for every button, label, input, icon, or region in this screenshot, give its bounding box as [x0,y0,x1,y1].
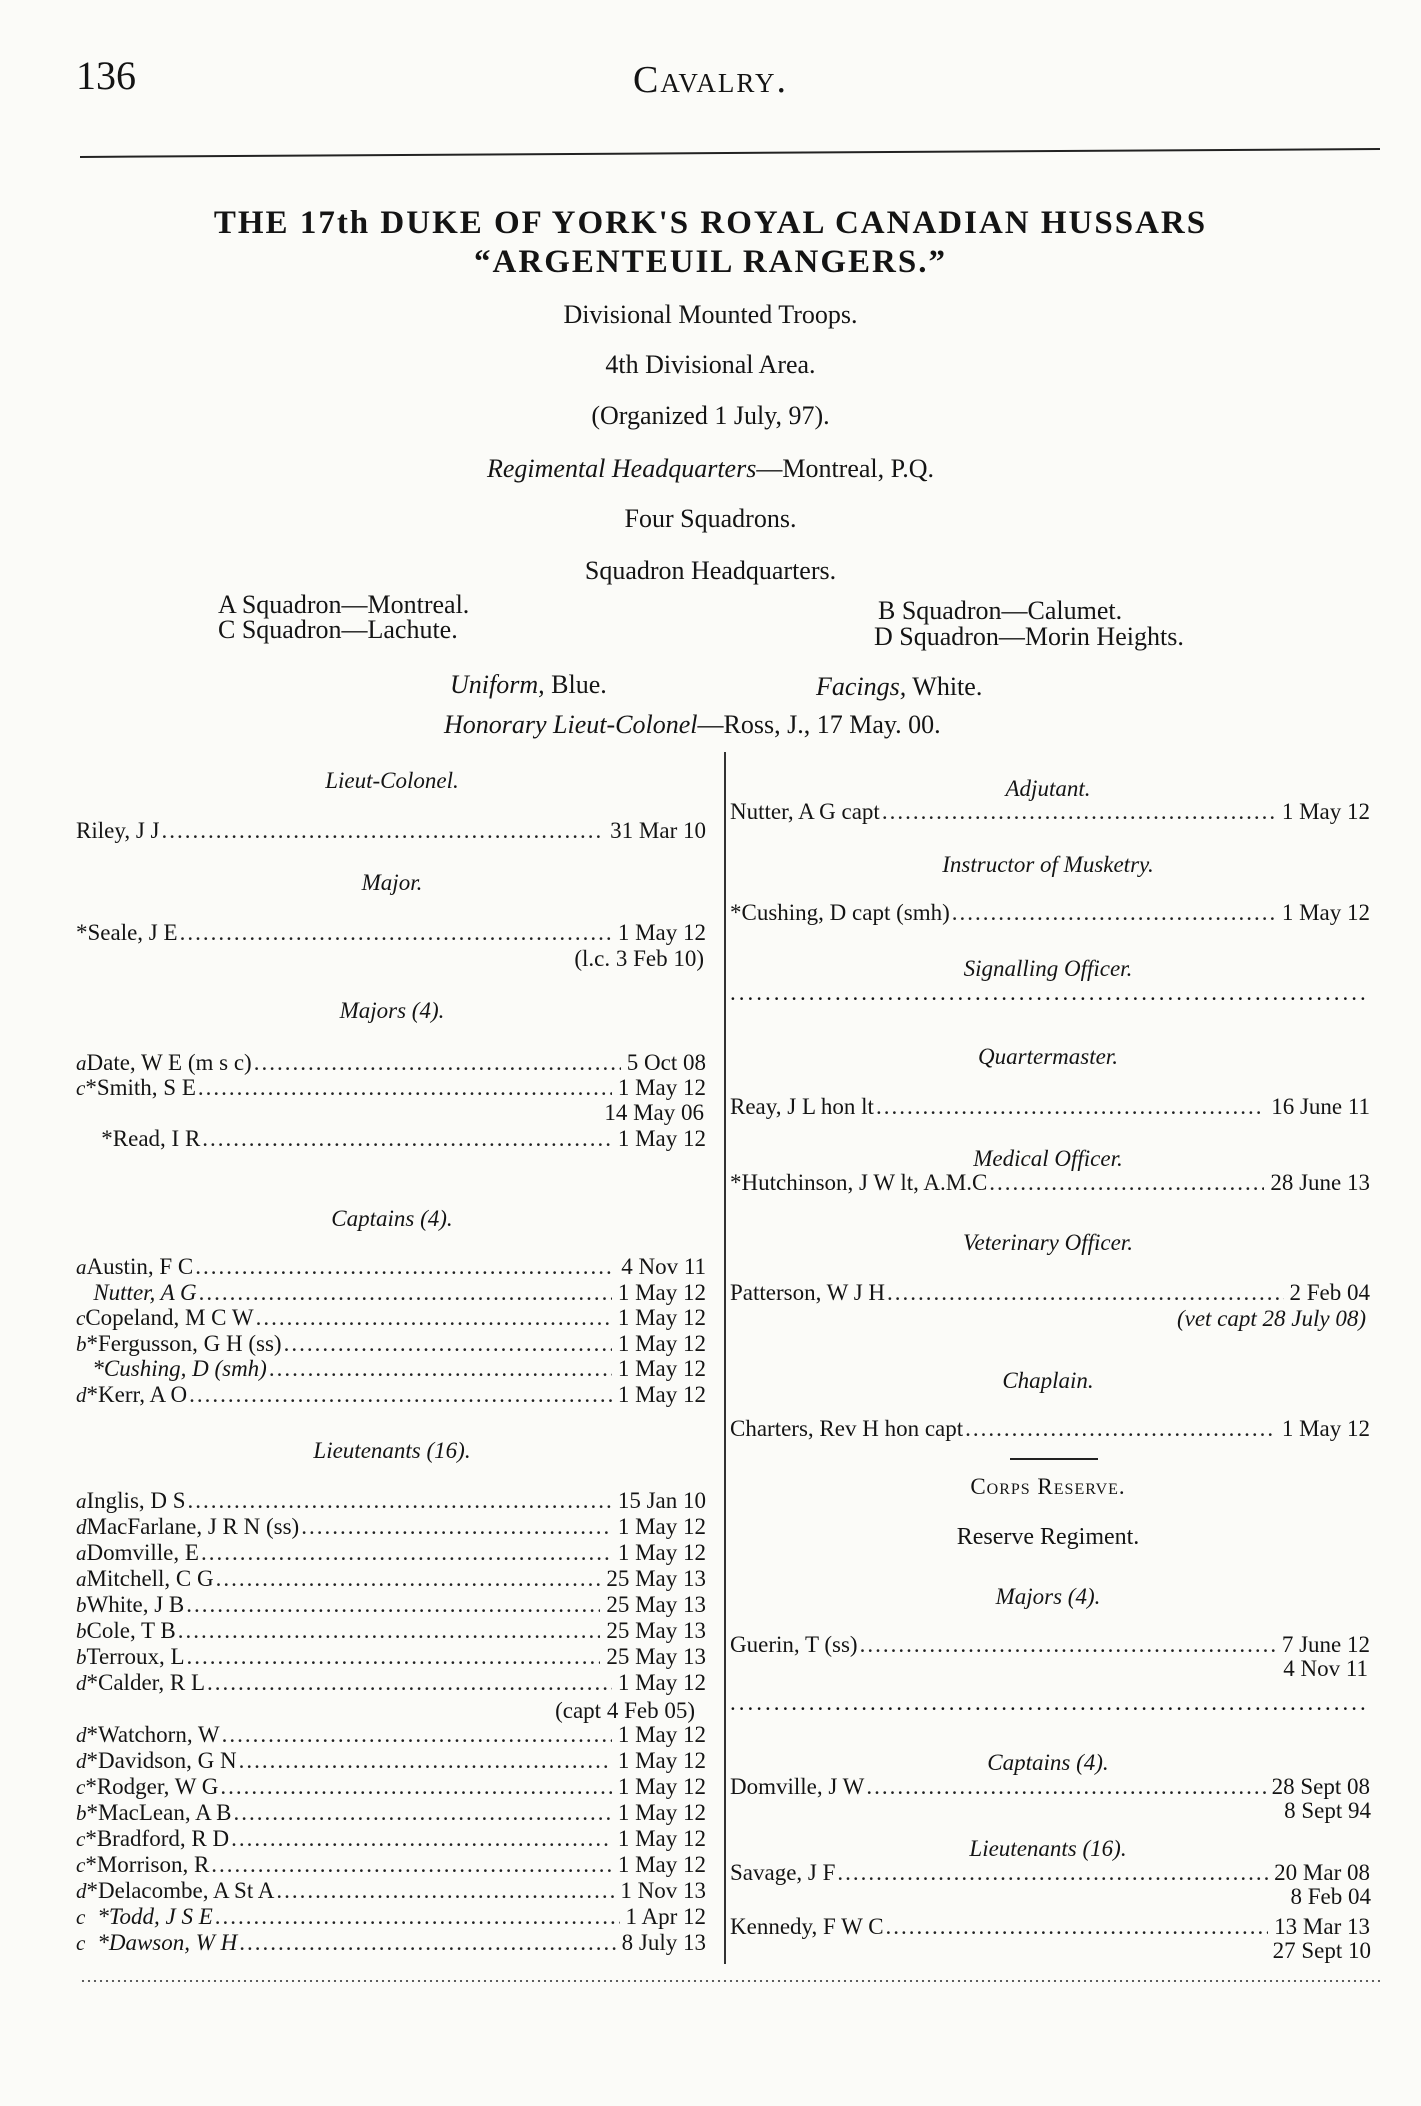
squadron-a: A Squadron—Montreal. [218,590,470,619]
corps-reserve-heading: Corps Reserve. [970,1474,1126,1499]
entry-mark: c [76,1076,86,1100]
hon-lc-value: —Ross, J., 17 May. 00. [697,710,941,739]
entry-name: Charters, Rev H hon capt [730,1416,964,1441]
roster-entry [76,1280,706,1306]
leader-dots [189,1382,612,1408]
facings [816,672,982,702]
chaplain-entry [730,1416,1370,1442]
reserve-lieutenants-heading: Lieutenants (16). [969,1836,1127,1861]
leader-dots [215,1904,620,1930]
roster-entry [76,1618,706,1644]
roster-entry [76,1722,706,1748]
reserve-captain-entry [730,1774,1370,1800]
entry-mark: a [76,1051,87,1075]
honorary-lieut-colonel [444,710,941,740]
roster-entry [76,1904,706,1930]
entry-name: *Cushing, D (smh) [92,1356,267,1381]
entry-name: MacFarlane, J R N (ss) [86,1514,300,1539]
entry-date: 1 May 12 [1281,799,1370,824]
divisional-troops: Divisional Mounted Troops. [563,300,858,329]
roster-entry [76,1852,706,1878]
quartermaster-heading: Quartermaster. [978,1044,1118,1069]
roster-entry [76,1826,706,1852]
chaplain-heading: Chaplain. [1002,1368,1094,1393]
leader-dots [222,1722,612,1748]
entry-date: 1 May 12 [617,1852,706,1877]
entry-date: 1 May 12 [617,1381,706,1407]
lieut-colonel-heading: Lieut-Colonel. [325,768,459,793]
entry-name: *Morrison, R [85,1852,210,1877]
header-rule [80,148,1380,158]
entry-name: *Kerr, A O [86,1381,188,1407]
leader-dots [202,1126,612,1152]
entry-name: Mitchell, C G [86,1566,214,1591]
entry-name: Date, W E (m s c) [86,1050,252,1075]
entry-name: Copeland, M C W [85,1305,254,1330]
leader-dots [239,1930,615,1956]
leader-dots [876,1094,1265,1120]
reserve-lieutenant-date-2: 8 Feb 04 [1290,1884,1371,1909]
leader-dots [284,1331,612,1357]
roster-entry [76,1592,706,1618]
entry-name: White, J B [86,1592,185,1617]
entry-date: 31 Mar 10 [610,818,706,843]
entry-date: 1 May 12 [617,1774,706,1799]
entry-date: 4 Nov 11 [621,1254,706,1279]
entry-date: 5 Oct 08 [626,1050,706,1075]
entry-date: 1 Apr 12 [625,1904,706,1929]
majors-extra-date: 14 May 06 [604,1100,704,1125]
roster-entry [76,1930,706,1956]
hon-lc-label: Honorary Lieut-Colonel [444,710,698,739]
entry-name: *Calder, R L [86,1670,206,1695]
entry-date: 1 May 12 [617,1356,706,1381]
uniform-label: Uniform, [450,670,545,699]
entry-name: *Cushing, D capt (smh) [730,900,950,925]
leader-dots [239,1748,612,1774]
medical-heading: Medical Officer. [973,1146,1123,1171]
entry-date: 1 May 12 [617,1826,706,1851]
hq-value: —Montreal, P.Q. [756,454,934,483]
leader-dots [886,1914,1269,1940]
veterinary-entry [730,1280,1370,1306]
facings-label: Facings, [816,672,907,701]
entry-mark: a [76,1567,87,1591]
entry-date: 1 May 12 [1281,900,1370,925]
uniform [450,670,607,700]
adjutant-entry [730,799,1370,825]
entry-name: Patterson, W J H [730,1280,886,1305]
leader-dots [254,1050,621,1076]
leader-dots [207,1670,612,1696]
majors-entry [76,1075,706,1101]
squadron-c: C Squadron—Lachute. [218,615,458,644]
entry-mark: c [76,1775,86,1799]
running-head: Cavalry. [633,59,788,101]
leader-dots [860,1632,1276,1658]
majors-entry [76,1126,706,1152]
hq-label: Regimental Headquarters [486,454,757,483]
squadron-d: D Squadron—Morin Heights. [874,622,1184,651]
leader-dots [201,1540,612,1566]
entry-name: *Davidson, G N [86,1748,237,1773]
entry-name: *Hutchinson, J W lt, A.M.C [730,1170,988,1195]
roster-entry [76,1488,706,1514]
entry-mark: c [76,1853,86,1877]
leader-dots [198,1075,612,1101]
major-heading: Major. [361,870,423,895]
leader-dots [220,1774,611,1800]
entry-name: *Smith, S E [85,1075,196,1100]
squadron-b: B Squadron—Calumet. [878,596,1123,625]
entry-date: 25 May 13 [606,1644,706,1669]
entry-name: Riley, J J [76,818,160,843]
entry-name: *Watchorn, W [86,1722,220,1747]
entry-mark: c [76,1905,86,1929]
roster-entry [76,1331,706,1357]
leader-dots [186,1592,600,1618]
calder-note: (capt 4 Feb 05) [555,1698,695,1723]
entry-date: 7 June 12 [1281,1632,1370,1657]
leader-dots [256,1305,612,1331]
leader-dots [301,1514,612,1540]
leader-dots [989,1170,1264,1196]
entry-date: 25 May 13 [606,1592,706,1617]
regiment-subtitle: “ARGENTEUIL RANGERS.” [474,244,947,280]
leader-dots [234,1800,612,1826]
roster-entry [76,1800,706,1826]
entry-mark: d [76,1382,87,1407]
leader-dots [837,1860,1268,1886]
entry-date: 2 Feb 04 [1289,1280,1370,1305]
facings-value: White. [906,672,983,701]
leader-dots [887,1280,1283,1306]
leader-dots [211,1852,612,1878]
veterinary-note: (vet capt 28 July 08) [1176,1306,1366,1331]
majors-heading: Majors (4). [339,998,445,1023]
squadron-hq-heading: Squadron Headquarters. [584,556,837,585]
entry-name: Terroux, L [86,1644,185,1669]
entry-date: 1 May 12 [617,1540,706,1565]
section-rule [1010,1458,1098,1460]
lieut-colonel-entry [76,818,706,844]
roster-entry [76,1305,706,1331]
regiment-title: THE 17th DUKE OF YORK'S ROYAL CANADIAN HUSSARS [213,205,1208,241]
roster-entry [76,1540,706,1566]
entry-name: Domville, E [86,1540,199,1565]
uniform-value: Blue. [544,670,607,699]
entry-date: 1 May 12 [617,1279,706,1305]
organized-date: (Organized 1 July, 97). [591,401,830,430]
reserve-major-entry [730,1632,1370,1658]
roster-entry [76,1748,706,1774]
page-number: 136 [76,53,136,98]
leader-dots [180,920,612,946]
entry-date: 1 May 12 [1281,1416,1370,1441]
entry-date: 1 May 12 [617,1330,706,1356]
reserve-lieutenant-entry [730,1914,1370,1940]
entry-mark: b [76,1593,87,1617]
reserve-major-date-2: 4 Nov 11 [1283,1656,1368,1681]
signalling-heading: Signalling Officer. [963,956,1133,981]
reserve-lieutenant-entry [730,1860,1370,1886]
entry-name: Kennedy, F W C [730,1914,884,1939]
entry-date: 28 June 13 [1270,1170,1370,1195]
reserve-captains-heading: Captains (4). [987,1750,1109,1775]
reserve-majors-heading: Majors (4). [995,1584,1101,1609]
entry-name: *MacLean, A B [86,1800,232,1825]
entry-date: 1 May 12 [617,1748,706,1773]
entry-date: 1 May 12 [617,1305,706,1330]
entry-date: 25 May 13 [606,1618,706,1643]
entry-mark: a [76,1255,87,1279]
entry-name: Nutter, A G [93,1279,197,1305]
entry-mark: c [76,1931,86,1955]
entry-name: *Read, I R [101,1126,201,1151]
entry-date: 28 Sept 08 [1271,1774,1370,1799]
entry-mark: a [76,1541,87,1565]
entry-name: Nutter, A G capt [730,799,880,824]
entry-name: Austin, F C [86,1254,194,1279]
leader-dots [178,1618,601,1644]
entry-mark: b [76,1331,87,1356]
entry-name: *Bradford, R D [85,1826,230,1851]
leader-dots [965,1416,1276,1442]
entry-date: 8 July 13 [621,1930,706,1955]
leader-dots [162,818,605,844]
entry-name: Domville, J W [730,1774,865,1799]
entry-mark: b [76,1619,87,1643]
quartermaster-entry [730,1094,1370,1120]
roster-entry [76,1774,706,1800]
entry-name: *Todd, J S E [97,1904,213,1929]
veterinary-heading: Veterinary Officer. [963,1230,1133,1255]
entry-mark: b [76,1645,87,1669]
entry-date: 1 May 12 [617,1514,706,1539]
entry-name: Guerin, T (ss) [730,1632,858,1657]
entry-date: 1 May 12 [617,1670,706,1695]
entry-date: 1 May 12 [617,920,706,945]
entry-date: 13 Mar 13 [1274,1914,1370,1939]
entry-name: *Delacombe, A St A [86,1878,275,1903]
entry-name: *Fergusson, G H (ss) [86,1330,282,1356]
entry-date: 1 May 12 [617,1075,706,1100]
lieutenants-heading: Lieutenants (16). [313,1438,471,1463]
entry-mark: c [76,1306,86,1330]
adjutant-heading: Adjutant. [1005,776,1091,801]
entry-mark: d [76,1749,87,1773]
entry-mark: d [76,1671,87,1695]
divisional-area: 4th Divisional Area. [605,350,816,379]
reserve-regiment-heading: Reserve Regiment. [956,1524,1140,1550]
entry-name: Inglis, D S [86,1488,186,1513]
leader-dots [231,1826,612,1852]
entry-name: *Dawson, W H [97,1930,238,1955]
leader-dots [195,1254,615,1280]
leader-dots [866,1774,1265,1800]
leader-dots [269,1356,612,1382]
captains-heading: Captains (4). [331,1206,453,1231]
entry-date: 1 Nov 13 [620,1878,706,1903]
squadron-count: Four Squadrons. [624,504,797,533]
musketry-entry [730,900,1370,926]
entry-date: 20 Mar 08 [1274,1860,1370,1885]
roster-entry [76,1356,706,1382]
signalling-vacant-line [730,980,1370,1006]
major-note: (l.c. 3 Feb 10) [574,946,704,971]
entry-mark: c [76,1827,86,1851]
entry-date: 16 June 11 [1271,1094,1370,1119]
entry-name: Savage, J F [730,1860,836,1885]
leader-dots [216,1566,601,1592]
entry-date: 1 May 12 [617,1722,706,1747]
entry-date: 25 May 13 [606,1566,706,1591]
footer-dotted-rule [80,1980,1380,1982]
entry-mark: d [76,1723,87,1747]
entry-date: 1 May 12 [617,1800,706,1825]
reserve-majors-vacant-line [730,1690,1370,1716]
entry-name: *Rodger, W G [85,1774,219,1799]
leader-dots [952,900,1276,926]
roster-entry [76,1670,706,1696]
entry-name: Reay, J L hon lt [730,1094,874,1119]
major-entry [76,920,706,946]
entry-date: 1 May 12 [617,1126,706,1151]
medical-entry [730,1170,1370,1196]
roster-entry [76,1382,706,1408]
entry-mark: d [76,1515,87,1539]
roster-entry [76,1878,706,1904]
reserve-captain-date-2: 8 Sept 94 [1284,1798,1371,1823]
roster-entry [76,1644,706,1670]
leader-dots [276,1878,614,1904]
leader-dots [882,799,1276,825]
entry-name: Cole, T B [86,1618,176,1643]
leader-dots [199,1280,612,1306]
reserve-lieutenant-date-2: 27 Sept 10 [1272,1938,1371,1963]
roster-entry [76,1514,706,1540]
roster-entry [76,1566,706,1592]
entry-name: *Seale, J E [76,920,178,945]
regimental-headquarters [0,454,1421,484]
entry-date: 15 Jan 10 [617,1488,706,1513]
entry-mark: b [76,1801,87,1825]
roster-entry [76,1254,706,1280]
entry-mark: d [76,1879,87,1903]
musketry-heading: Instructor of Musketry. [942,852,1154,877]
leader-dots [188,1488,612,1514]
entry-mark: a [76,1489,87,1513]
column-divider [724,752,726,1964]
majors-entry [76,1050,706,1076]
leader-dots [187,1644,601,1670]
